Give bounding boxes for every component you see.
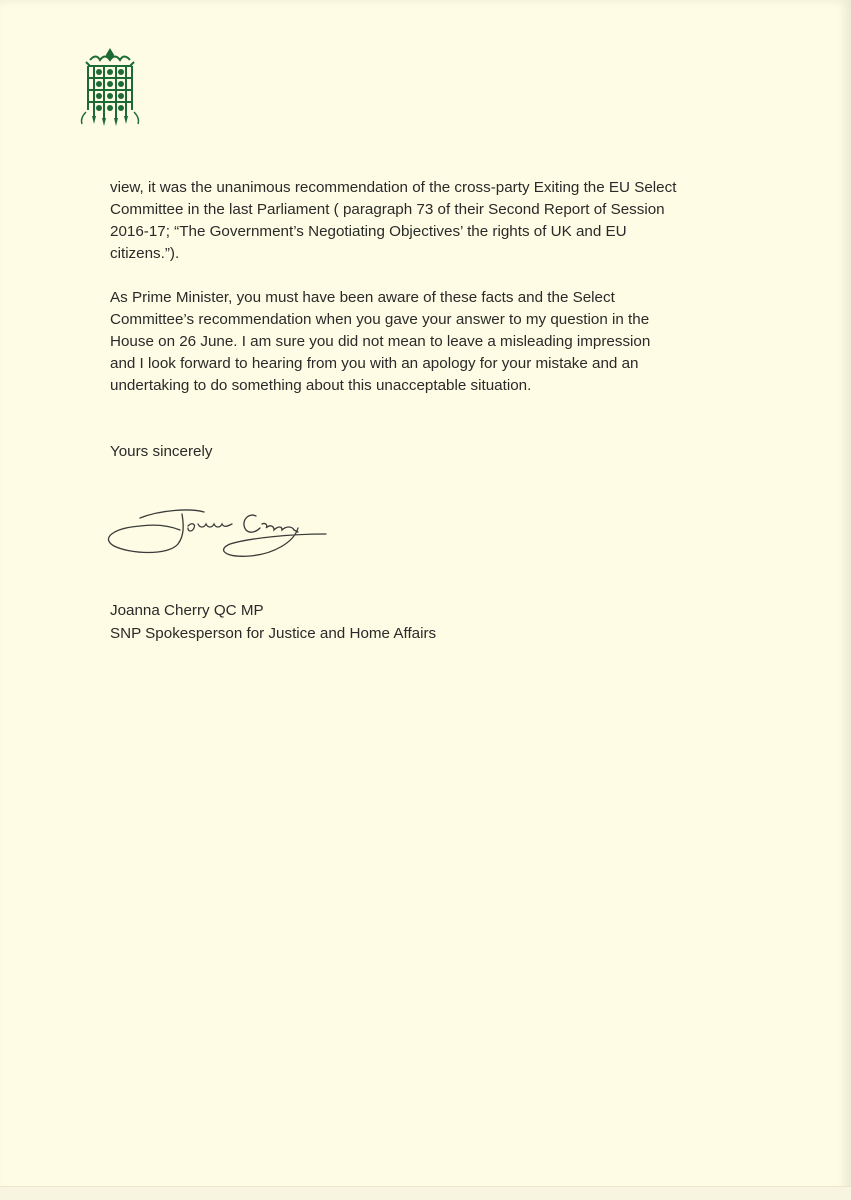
closing-salutation: Yours sincerely bbox=[110, 443, 213, 460]
paragraph-committee-recommendation: view, it was the unanimous recommendation of the cross-party Exiting the EU Select Committee in the last Parliament ( paragraph 73 of their Second Report of Session 2016-17; “The Government’s Negotiating Objectives’ the rights of UK and EU citizens.”). bbox=[110, 179, 677, 262]
letter-body bbox=[110, 177, 750, 419]
portcullis-crest-icon bbox=[78, 46, 142, 128]
handwritten-signature bbox=[100, 496, 340, 568]
page-bottom-edge bbox=[0, 1186, 851, 1200]
paragraph-prime-minister: As Prime Minister, you must have been aware of these facts and the Select Committee’s recommendation when you gave your answer to my question in the House on 26 June. I am sure you did not mean to leave a misleading impression and I look forward to hearing from you with an apology for your mistake and an undertaking to do something about this unacceptable situation. bbox=[110, 289, 651, 394]
signer-block bbox=[110, 599, 436, 645]
signer-name: Joanna Cherry QC MP bbox=[110, 602, 264, 619]
signer-title: SNP Spokesperson for Justice and Home Affairs bbox=[110, 625, 437, 642]
